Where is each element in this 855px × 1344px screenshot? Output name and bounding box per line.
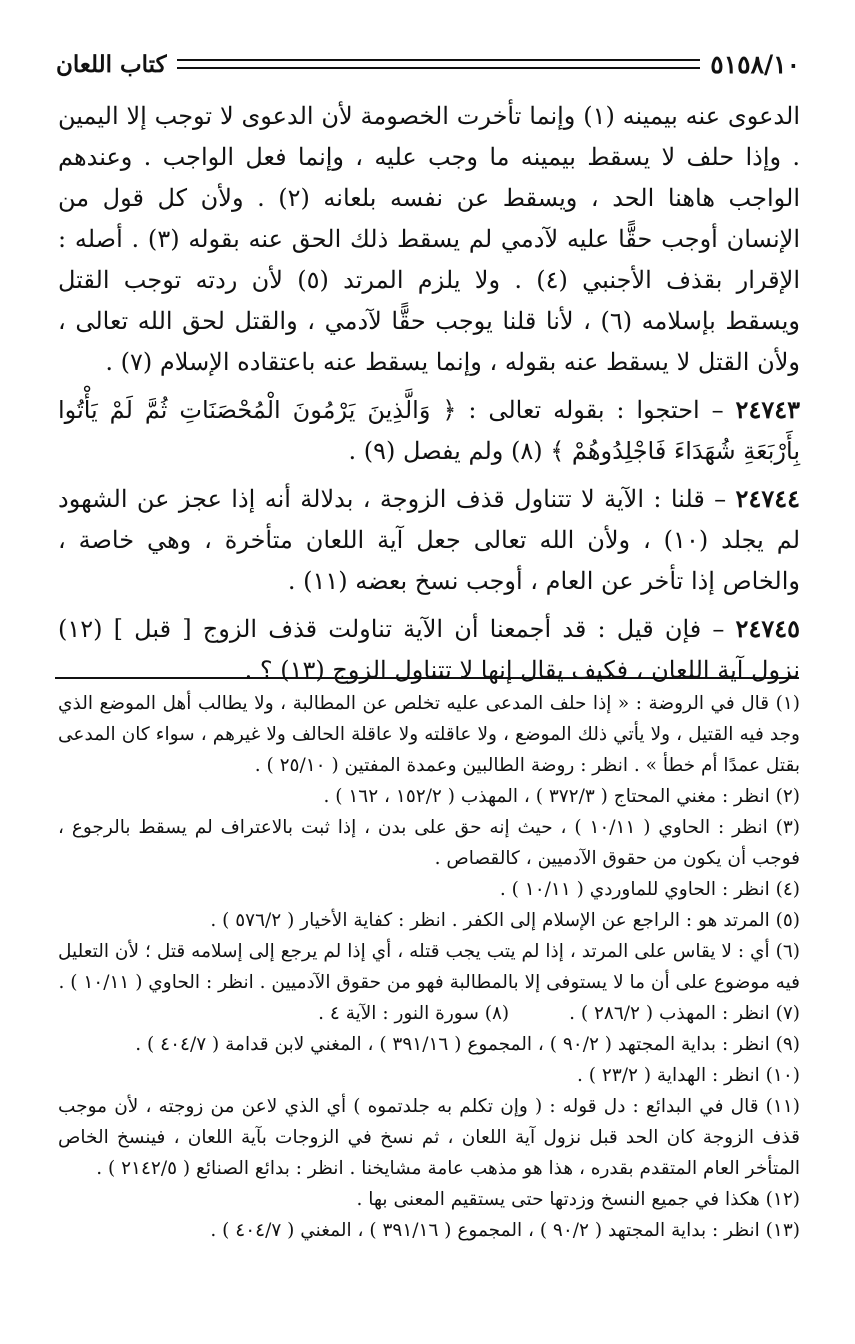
book-title: كتاب اللعان — [56, 50, 167, 78]
footnote-row — [58, 998, 800, 1029]
main-text — [58, 96, 800, 691]
paragraph-24743 — [58, 389, 800, 472]
page-number: ٥١٥٨/١٠ — [710, 49, 800, 79]
quran-verse: ﴿ وَالَّذِينَ يَرْمُونَ الْمُحْصَنَاتِ ثُمَّ لَمْ يَأْتُوا بِأَرْبَعَةِ شُهَدَاءَ فَاجْلِدُوهُمْ ﴾ — [58, 396, 800, 465]
footnote-9: (٩) انظر : بداية المجتهد ( ٩٠/٢ ) ، المجموع ( ٣٩١/١٦ ) ، المغني لابن قدامة ( ٤٠٤/٧ ) . — [135, 1034, 800, 1055]
paragraph-text: – فإن قيل : قد أجمعنا أن الآية تناولت قذف الزوج [ قبل ] (١٢) نزول آية اللعان ، فكيف يقال إنها لا تتناول الزوج (١٣) ؟ . — [58, 615, 800, 684]
header-rule — [177, 59, 701, 69]
issue-number: ٢٤٧٤٥ — [735, 614, 800, 643]
footnote-separator — [55, 677, 799, 679]
footnote-6: (٦) أي : لا يقاس على المرتد ، إذا لم يتب يجب قتله ، أي إذا لم يرجع إلى إسلامه قتل ؛ لأن التعليل فيه موضوع على أن ما لا يستوفى إلا بالمطالبة فهو من حقوق الآدميين . انظر : الحاوي ( ١٠/١١ ) . — [58, 941, 800, 993]
footnote-5: (٥) المرتد هو : الراجع عن الإسلام إلى الكفر . انظر : كفاية الأخيار ( ٥٧٦/٢ ) . — [210, 910, 800, 931]
issue-number: ٢٤٧٤٤ — [735, 484, 800, 513]
footnote-12: (١٢) هكذا في جميع النسخ وزدتها حتى يستقيم المعنى بها . — [356, 1189, 800, 1210]
running-header — [56, 44, 800, 84]
footnote-8-text: (٨) سورة النور : الآية ٤ . — [318, 1003, 510, 1024]
footnote-2: (٢) انظر : مغني المحتاج ( ٣٧٢/٣ ) ، المهذب ( ١٥٢/٢ ، ١٦٢ ) . — [323, 786, 800, 807]
footnote-10: (١٠) انظر : الهداية ( ٢٣/٢ ) . — [577, 1065, 800, 1086]
footnote-13: (١٣) انظر : بداية المجتهد ( ٩٠/٢ ) ، المجموع ( ٣٩١/١٦ ) ، المغني ( ٤٠٤/٧ ) . — [210, 1220, 800, 1241]
paragraph-24744 — [58, 478, 800, 602]
footnote-11: (١١) قال في البدائع : دل قوله : ( وإن تكلم به جلدتموه ) أي الذي لاعن من زوجته ، لأن موجب قذف الزوجة كان الحد قبل نزول آية اللعان ، ثم نسخ في الزوجات بآية اللعان ، فينسخ الخاص المتأخر العام المتقدم بقدره ، هذا هو مذهب عامة مشايخنا . انظر : بدائع الصنائع ( ٢١٤٢/٥ ) . — [58, 1096, 800, 1179]
footnote-4: (٤) انظر : الحاوي للماوردي ( ١٠/١١ ) . — [499, 879, 800, 900]
paragraph-text: – قلنا : الآية لا تتناول قذف الزوجة ، بدلالة أنه إذا عجز عن الشهود لم يجلد (١٠) ، ولأن الله تعالى جعل آية اللعان متأخرة ، وهي خاصة ، والخاص إذا تأخر عن العام ، أوجب نسخ بعضه (١١) . — [58, 485, 801, 595]
footnote-7 — [569, 998, 800, 1029]
footnote-7-text: (٧) انظر : المهذب ( ٢٨٦/٢ ) . — [569, 1003, 800, 1024]
footnote-8 — [318, 998, 509, 1029]
paragraph-text: (٨) ولم يفصل (٩) . — [348, 437, 551, 465]
footnote-1: (١) قال في الروضة : « إذا حلف المدعى عليه تخلص عن المطالبة ، ولا يطالب أهل الموضع الذي وجد فيه القتيل ، ولا يأتي ذلك الموضع ، ولا عاقلته ولا عاقلة الحالف ولا غيرهم ، سواء كان المدعى بقتل عمدًا أم خطأ » . انظر : روضة الطالبين وعمدة المفتين ( ٢٥/١٠ ) . — [58, 693, 800, 776]
footnotes — [58, 688, 800, 1246]
footnote-3: (٣) انظر : الحاوي ( ١٠/١١ ) ، حيث إنه حق على بدن ، إذا ثبت بالاعتراف لم يسقط بالرجوع ، فوجب أن يكون من حقوق الآدميين ، كالقصاص . — [58, 817, 800, 869]
paragraph-text: – احتجوا : بقوله تعالى : — [456, 396, 736, 424]
paragraph-continuation: الدعوى عنه بيمينه (١) وإنما تأخرت الخصومة لأن الدعوى لا توجب إلا اليمين . وإذا حلف لا يسقط بيمينه ما وجب عليه ، وإنما فعل الواجب . وعندهم الواجب هاهنا الحد ، ويسقط عن نفسه بلعانه (٢) . ولأن كل قول من الإنسان أوجب حقًّا عليه لآدمي لم يسقط ذلك الحق عنه بقوله (٣) . أصله : الإقرار بقذف الأجنبي (٤) . ولا يلزم المرتد (٥) لأن ردته توجب القتل ويسقط بإسلامه (٦) ، لأنا قلنا يوجب حقًّا لآدمي ، والقتل لحق الله تعالى ، ولأن القتل لا يسقط عنه بقوله ، وإنما يسقط عنه باعتقاده الإسلام (٧) . — [58, 102, 801, 376]
issue-number: ٢٤٧٤٣ — [735, 395, 800, 424]
